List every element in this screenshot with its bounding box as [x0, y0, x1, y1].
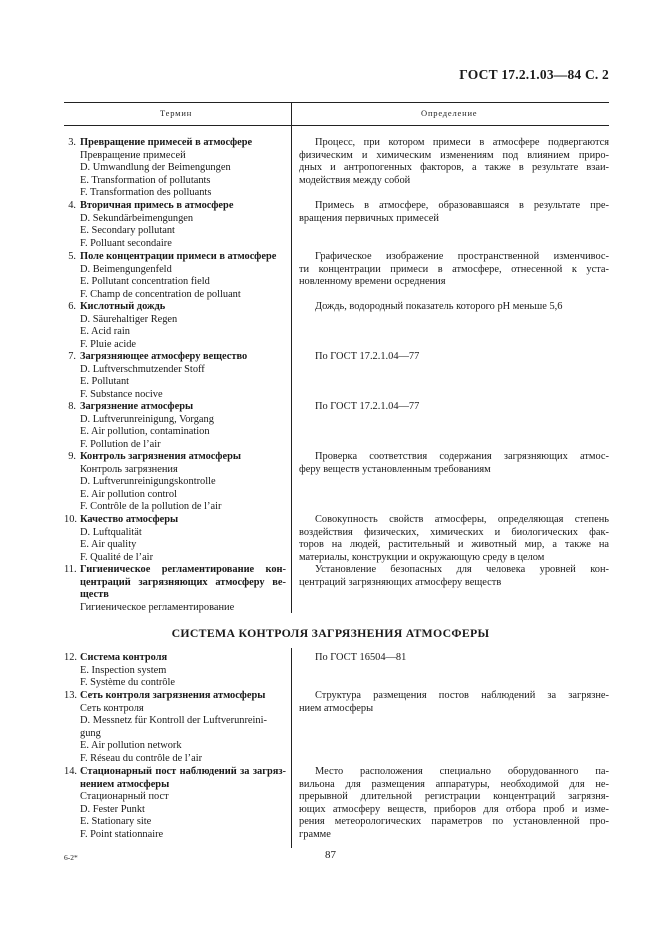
definition — [299, 766, 609, 842]
definition — [299, 401, 609, 414]
term-variant: D. Säurehaltiger Regen — [80, 313, 178, 325]
definition-line: Структура размещения постов наблюдений за загрязне- — [315, 690, 609, 701]
definition-line: Проверка соответствия содержания загрязняющих атмос- — [315, 451, 609, 462]
term-variant: Сеть контроля — [80, 702, 144, 714]
term-title-line: Стационарный пост наблюдений за загряз- — [80, 766, 286, 777]
term-title: Качество атмосферы — [80, 514, 179, 525]
term-block — [64, 690, 286, 766]
section-title: СИСТЕМА КОНТРОЛЯ ЗАГРЯЗНЕНИЯ АТМОСФЕРЫ — [171, 626, 490, 640]
term-variant: Превращение примесей — [80, 149, 186, 161]
term-number: 8. — [68, 401, 76, 412]
term-number: 13. — [64, 690, 77, 701]
definition-line: Процесс, при котором примеси в атмосфере подвергаются — [315, 137, 609, 148]
term-block — [64, 766, 286, 842]
term-variant: F. Transformation des polluants — [80, 187, 212, 199]
term-number: 11. — [64, 564, 77, 575]
term-block — [64, 137, 286, 200]
term-variant: D. Luftqualität — [80, 526, 142, 538]
term-block — [64, 251, 286, 301]
definition-line: Совокупность свойств атмосферы, определяющая степень — [315, 514, 609, 525]
term-variant: gung — [80, 727, 101, 739]
definition-line: Место расположения специально оборудованного па- — [315, 766, 609, 777]
term-block — [64, 652, 286, 690]
definition-line: феру веществ установленным требованиям — [299, 463, 491, 475]
definition — [299, 301, 609, 314]
column-divider — [291, 648, 292, 848]
term-variant: Гигиеническое регламентирование — [80, 601, 235, 613]
definition-line: материалы, конструкции и окружающую среду в целом — [299, 551, 545, 563]
definition-line: Дождь, водородный показатель которого pH меньше 5,6 — [315, 301, 563, 312]
term-variant: F. Pollution de l’air — [80, 438, 161, 450]
term-title: Кислотный дождь — [80, 301, 166, 312]
page-header: ГОСТ 17.2.1.03—84 С. 2 — [459, 67, 609, 82]
definition-line: Графическое изображение пространственной изменчивос- — [315, 251, 609, 262]
column-header-definition: Определение — [421, 108, 478, 118]
term-block — [64, 301, 286, 351]
definition-line: модействия между собой — [299, 174, 411, 186]
definition — [299, 200, 609, 225]
term-variant: E. Acid rain — [80, 326, 130, 338]
definition-line: Примесь в атмосфере, образовавшаяся в результате пре- — [315, 200, 609, 211]
term-number: 10. — [64, 514, 77, 525]
definition-line: новленному времени осреднения — [299, 276, 446, 288]
definition — [299, 514, 609, 564]
term-variant: E. Air quality — [80, 539, 137, 551]
definition-line: По ГОСТ 17.2.1.04—77 — [315, 351, 420, 362]
definition-line: Установление безопасных для человека уровней кон- — [315, 564, 609, 575]
definition — [299, 351, 609, 364]
term-variant: F. Substance nocive — [80, 388, 163, 400]
definition-line: физическим и химическим изменениям под влиянием приро- — [299, 149, 609, 161]
term-variant: D. Luftverschmutzender Stoff — [80, 363, 205, 375]
term-variant: D. Luftverunreinigungskontrolle — [80, 476, 216, 488]
term-variant: Стационарный пост — [80, 791, 169, 803]
term-title: Загрязнение атмосферы — [80, 401, 194, 412]
term-variant: D. Sekundärbeimengungen — [80, 212, 194, 224]
term-variant: F. Système du contrôle — [80, 677, 175, 689]
term-title: Загрязняющее атмосферу вещество — [80, 351, 248, 362]
term-variant: D. Fester Punkt — [80, 803, 145, 815]
term-block — [64, 564, 286, 614]
definition-line: дных и антропогенных факторов, а также в результате взаи- — [299, 162, 609, 174]
term-variant: F. Champ de concentration de polluant — [80, 288, 241, 300]
term-block — [64, 401, 286, 451]
term-variant: E. Stationary site — [80, 816, 152, 828]
term-number: 5. — [68, 251, 76, 262]
term-variant: F. Qualité de l’air — [80, 551, 154, 563]
term-variant: E. Inspection system — [80, 664, 167, 676]
term-variant: E. Air pollution control — [80, 488, 177, 500]
definition — [299, 251, 609, 289]
term-block — [64, 200, 286, 250]
definition-line: рения метеорологических параметров по установленной про- — [299, 816, 609, 828]
term-block — [64, 514, 286, 564]
term-variant: Контроль загрязнения — [80, 463, 178, 475]
definition-line: ти концентрации примеси в атмосфере, отнесенной к уста- — [299, 263, 609, 275]
column-divider — [291, 102, 292, 613]
term-variant: E. Transformation of pollutants — [80, 174, 211, 186]
definition-line: грамме — [299, 828, 331, 840]
term-number: 14. — [64, 766, 77, 777]
term-variant: E. Pollutant concentration field — [80, 276, 210, 288]
term-number: 3. — [68, 137, 76, 148]
term-title: Контроль загрязнения атмосферы — [80, 451, 241, 462]
definition-line: прерывной длительной регистрации концентраций загрязня- — [299, 791, 609, 803]
definition-line: По ГОСТ 17.2.1.04—77 — [315, 401, 420, 412]
term-title: Сеть контроля загрязнения атмосферы — [80, 690, 266, 701]
term-title-line: нением атмосферы — [80, 778, 170, 790]
definition-line: нием атмосферы — [299, 702, 374, 714]
term-variant: D. Beimengungenfeld — [80, 263, 172, 275]
term-variant: D. Messnetz für Kontroll der Luftverunreini- — [80, 715, 267, 727]
term-variant: D. Luftverunreinigung, Vorgang — [80, 413, 214, 425]
term-number: 6. — [68, 301, 76, 312]
term-block — [64, 451, 286, 514]
table-header-rule — [64, 125, 609, 126]
definition — [299, 564, 609, 589]
term-title: Поле концентрации примеси в атмосфере — [80, 251, 277, 262]
term-variant: F. Réseau du contrôle de l’air — [80, 752, 203, 764]
sheet-mark: 6-2* — [64, 853, 78, 862]
term-variant: D. Umwandlung der Beimengungen — [80, 162, 231, 174]
term-variant: F. Point stationnaire — [80, 828, 164, 840]
term-variant: F. Contrôle de la pollution de l’air — [80, 501, 222, 513]
term-title-line: ществ — [80, 589, 109, 601]
table-top-rule — [64, 102, 609, 103]
term-title: Система контроля — [80, 652, 168, 663]
definition-line: торов на людей, растительный и животный мир, а также на — [299, 539, 609, 551]
definition — [299, 451, 609, 476]
term-title-line: центраций загрязняющих атмосферу ве- — [80, 576, 286, 588]
term-number: 4. — [68, 200, 76, 211]
term-variant: E. Pollutant — [80, 376, 130, 388]
definition-line: вильона для размещения аппаратуры, необходимой для не- — [299, 778, 609, 790]
definition-line: центраций загрязняющих атмосферу веществ — [299, 576, 502, 588]
column-header-term: Термин — [160, 108, 193, 118]
term-variant: E. Secondary pollutant — [80, 225, 175, 237]
term-block — [64, 351, 286, 401]
term-title-line: Гигиеническое регламентирование кон- — [80, 564, 286, 575]
definition-line: вращения первичных примесей — [299, 212, 439, 224]
term-title: Превращение примесей в атмосфере — [80, 137, 253, 148]
definition-line: воздействия физических, химических и биологических фак- — [299, 526, 609, 538]
term-number: 7. — [68, 351, 76, 362]
definition-line: ющих атмосферу веществ, приборов для отбора проб и изме- — [299, 803, 609, 815]
definition — [299, 137, 609, 187]
term-variant: E. Air pollution network — [80, 740, 182, 752]
term-variant: F. Polluant secondaire — [80, 237, 172, 249]
term-variant: F. Pluie acide — [80, 338, 137, 350]
term-number: 9. — [68, 451, 76, 462]
definition — [299, 690, 609, 715]
definition — [299, 652, 609, 665]
page-number: 87 — [325, 849, 336, 861]
term-title: Вторичная примесь в атмосфере — [80, 200, 234, 211]
term-variant: E. Air pollution, contamination — [80, 426, 210, 438]
definition-line: По ГОСТ 16504—81 — [315, 652, 407, 663]
term-number: 12. — [64, 652, 77, 663]
